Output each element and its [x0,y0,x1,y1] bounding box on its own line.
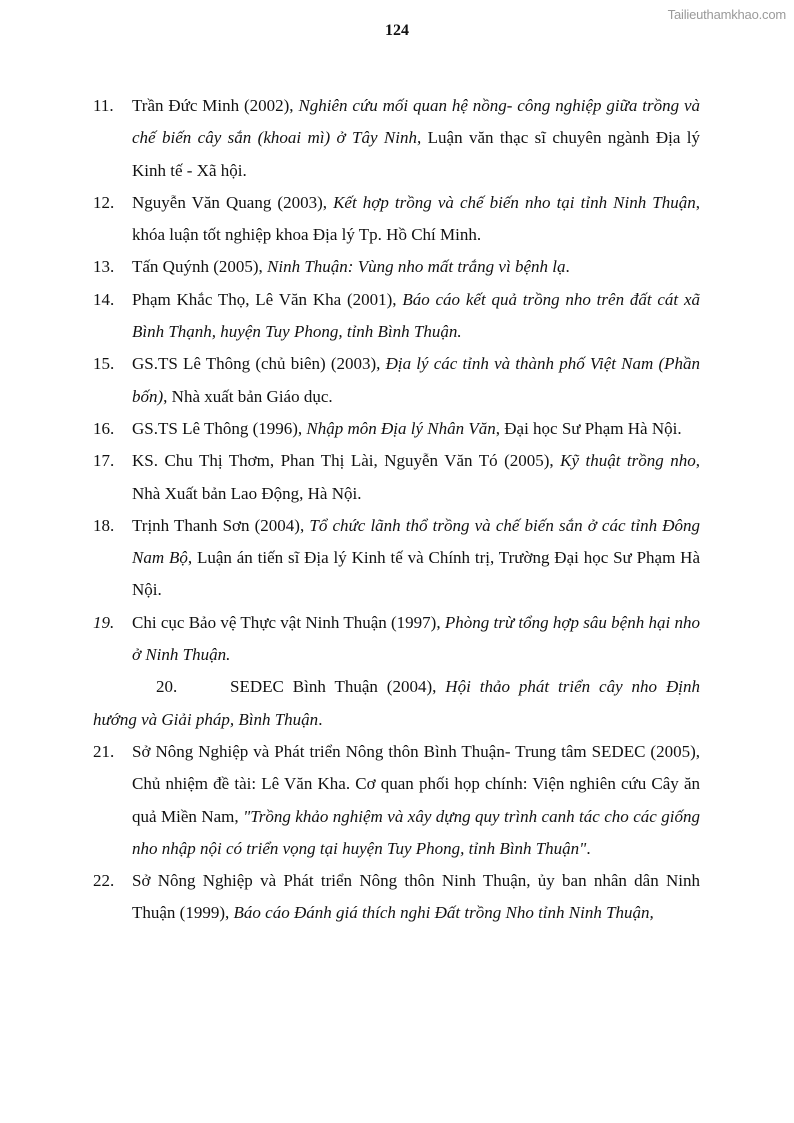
reference-title: Hội thảo phát triển cây nho Định hướng và Giải pháp, Bình Thuận [93,677,700,729]
reference-item-15 [93,348,700,413]
reference-title: Nhập môn Địa lý Nhân Văn [306,418,496,438]
reference-number: 22. [93,871,115,891]
reference-item-16 [93,413,700,445]
reference-item-13 [93,251,700,283]
reference-authors: Nguyễn Văn Quang (2003), [132,192,334,212]
reference-source: , Nhà Xuất bản Lao Động, Hà Nội. [132,451,700,503]
reference-title: Báo cáo Đánh giá thích nghi Đất trồng Nho tỉnh Ninh Thuận, [233,903,654,923]
reference-authors: Phạm Khắc Thọ, Lê Văn Kha (2001), [132,289,403,309]
reference-authors: Trần Đức Minh (2002), [132,96,299,115]
reference-number: 21. [93,741,115,761]
reference-title: Tổ chức lãnh thổ trồng và chế biến sắn ở các tỉnh Đông Nam Bộ [132,515,700,568]
reference-title: Địa lý các tỉnh và thành phố Việt Nam (Phần bốn) [132,354,700,406]
reference-authors: Sở Nông Nghiệp và Phát triển Nông thôn Bình Thuận- Trung tâm SEDEC (2005), Chủ nhiệm đề tài: Lê Văn Kha. Cơ quan phối họp chính: Viện nghiên cứu Cây ăn quả Miền Nam, [132,741,700,826]
reference-title: Nghiên cứu mối quan hệ nồng- công nghiệp giữa trồng và chế biến cây sắn (khoai mì) ở Tây Ninh [132,96,700,148]
reference-authors: Sở Nông Nghiệp và Phát triển Nông thôn Ninh Thuận, ủy ban nhân dân Ninh Thuận (1999), [132,871,700,923]
reference-item-21 [93,736,700,865]
reference-source: . [565,257,570,277]
reference-authors: SEDEC Bình Thuận (2004), [230,677,446,697]
reference-item-11 [93,90,700,187]
reference-authors: Tấn Quýnh (2005), [132,257,268,277]
page-number: 124 [385,22,409,39]
reference-authors: Chi cục Bảo vệ Thực vật Ninh Thuận (1997), [132,612,445,632]
reference-number: 15. [93,354,115,374]
reference-title: Báo cáo kết quả trồng nho trên đất cát xã Bình Thạnh, huyện Tuy Phong, tỉnh Bình Thuận. [132,289,700,342]
reference-number: 13. [93,257,115,277]
reference-number: 18. [93,515,115,535]
reference-item-18 [93,510,700,607]
reference-list [93,90,700,930]
reference-source: , Nhà xuất bản Giáo dục. [163,386,333,406]
reference-title: Kỹ thuật trồng nho [560,451,696,471]
reference-authors: GS.TS Lê Thông (1996), [132,418,307,438]
reference-number: 12. [93,192,115,212]
reference-number: 14. [93,289,115,309]
reference-number: 20. [156,677,178,697]
reference-number: 16. [93,418,115,438]
reference-source: . [318,709,323,729]
reference-title: Kết hợp trồng và chế biến nho tại tỉnh Ninh Thuận [333,192,696,212]
reference-item-12 [93,187,700,252]
reference-item-14 [93,284,700,349]
reference-title: Ninh Thuận: Vùng nho mất trắng vì bệnh lạ [267,257,566,277]
reference-item-20 [93,671,700,736]
reference-number: 11. [93,96,114,115]
reference-title: Phòng trừ tổng hợp sâu bệnh hại nho ở Ninh Thuận. [132,612,700,665]
reference-item-22 [93,865,700,930]
reference-number: 17. [93,451,115,471]
reference-number: 19. [93,612,115,632]
reference-source: , khóa luận tốt nghiệp khoa Địa lý Tp. Hồ Chí Minh. [132,192,700,245]
reference-item-17 [93,445,700,510]
reference-title: "Trồng khảo nghiệm và xây dựng quy trình canh tác cho các giống nho nhập nội có triển vọng tại huyện Tuy Phong, tỉnh Bình Thuận" [132,806,700,858]
reference-authors: KS. Chu Thị Thơm, Phan Thị Lài, Nguyễn Văn Tó (2005), [132,451,561,471]
reference-authors: Trịnh Thanh Sơn (2004), [132,515,310,535]
reference-source: , Luận văn thạc sĩ chuyên ngành Địa lý Kinh tế - Xã hội. [132,128,700,180]
reference-source: . [586,838,591,858]
reference-source: , Luận án tiến sĩ Địa lý Kinh tế và Chính trị, Trường Đại học Sư Phạm Hà Nội. [132,548,700,600]
watermark: Tailieuthamkhao.com [667,7,786,22]
reference-item-19 [93,607,700,672]
reference-authors: GS.TS Lê Thông (chủ biên) (2003), [132,354,386,374]
reference-source: , Đại học Sư Phạm Hà Nội. [495,418,682,438]
